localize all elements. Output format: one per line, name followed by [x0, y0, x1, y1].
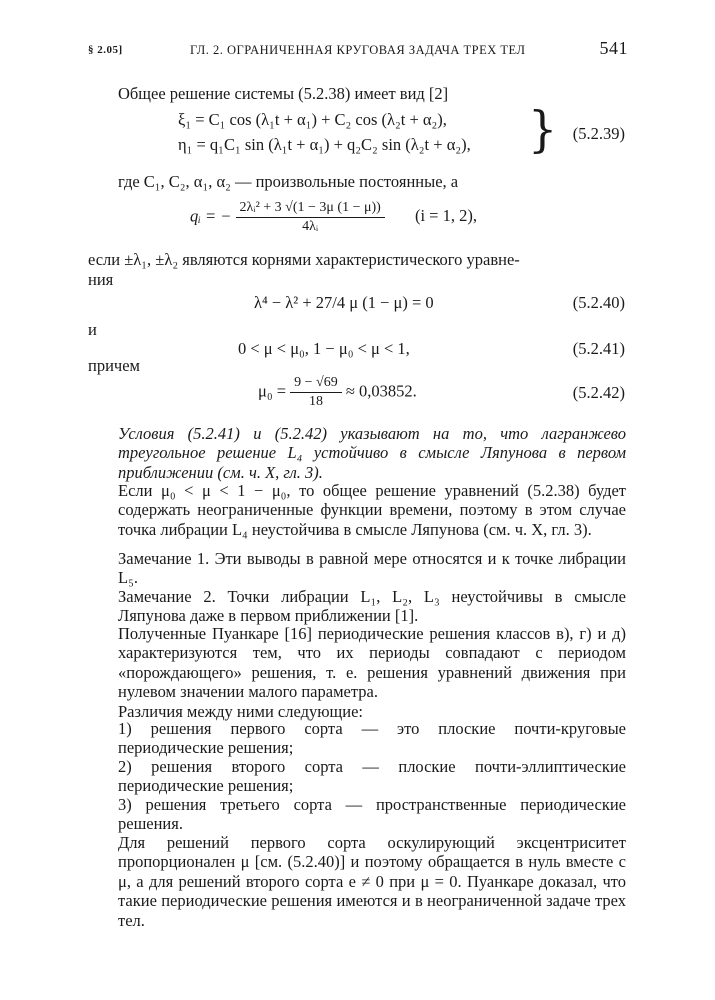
where-text: где C₁, C₂, α₁, α₂ — произвольные постоянные, а	[118, 172, 459, 191]
list-item-3: 3) решения третьего сорта — пространственные периодические решения.	[118, 795, 626, 834]
list-item-2: 2) решения второго сорта — плоские почти-эллиптические периодические решения;	[118, 757, 626, 796]
chapter-title: ГЛ. 2. ОГРАНИЧЕННАЯ КРУГОВАЯ ЗАДАЧА ТРЕХ ТЕЛ	[190, 43, 526, 57]
page-number: 541	[599, 38, 628, 58]
paragraph-remark-1: Замечание 1. Эти выводы в равной мере относятся и к точке либрации L₅.	[118, 549, 626, 588]
eq-42-rhs: ≈ 0,03852.	[345, 381, 417, 401]
intro-text: Общее решение системы (5.2.38) имеет вид [2]	[118, 84, 449, 103]
eq-42-number: (5.2.42)	[572, 383, 625, 402]
right-brace: }	[528, 100, 558, 158]
eq-q	[190, 200, 477, 235]
and-word: и	[88, 320, 97, 339]
eq-41: 0 < μ < μ₀, 1 − μ₀ < μ < 1,	[238, 339, 410, 358]
eq-42-numerator: 9 − √69	[290, 375, 342, 393]
eq-42	[258, 375, 417, 410]
eq-q-numerator: 2λᵢ² + 3 √(1 − 3μ (1 − μ))	[236, 200, 385, 218]
eq-39-number: (5.2.39)	[572, 124, 625, 143]
moreover-word: причем	[88, 356, 140, 375]
eq-42-lhs: μ₀ =	[258, 381, 287, 401]
paragraph-1: Условия (5.2.41) и (5.2.42) указывают на то, что лагранжево треугольное решение L₄ устойчиво в смысле Ляпунова в первом приближении (см. ч. X, гл. 3).	[118, 424, 626, 482]
if-text-1: если ±λ₁, ±λ₂ являются корнями характеристического уравне-	[88, 250, 520, 269]
eq-39-line-1: ξ₁ = C₁ cos (λ₁t + α₁) + C₂ cos (λ₂t + α₂),	[178, 110, 447, 129]
paragraph-remark-2: Замечание 2. Точки либрации L₁, L₂, L₃ неустойчивы в смысле Ляпунова даже в первом приближении [1].	[118, 587, 626, 626]
eq-q-fraction	[236, 200, 385, 235]
list-item-1: 1) решения первого сорта — это плоские почти-круговые периодические решения;	[118, 719, 626, 758]
paragraph-3: Полученные Пуанкаре [16] периодические решения классов в), г) и д) характеризуются тем, что их периоды совпадают с периодом «порождающего» решения, т. е. решения уравнений движения при нулевом значении малого параметра.	[118, 624, 626, 702]
eq-39-line-2: η₁ = q₁C₁ sin (λ₁t + α₁) + q₂C₂ sin (λ₂t + α₂),	[178, 135, 471, 154]
eq-q-lhs: qᵢ = −	[190, 206, 232, 226]
eq-q-denominator: 4λᵢ	[302, 219, 319, 234]
running-header	[88, 38, 628, 64]
paragraph-5: Для решений первого сорта оскулирующий эксцентриситет пропорционален μ [см. (5.2.40)] и поэтому обращается в нуль вместе с μ, а для решений второго сорта e ≠ 0 при μ = 0. Пуанкаре доказал, что такие периодические решения имеются и в неограниченной задаче трех тел.	[118, 833, 626, 930]
if-text-2: ния	[88, 270, 114, 289]
eq-q-condition: (i = 1, 2),	[414, 206, 477, 226]
paragraph-2: Если μ₀ < μ < 1 − μ₀, то общее решение уравнений (5.2.38) будет содержать неограниченные функции времени, поэтому в этом случае точка либрации L₄ неустойчива в смысле Ляпунова (см. ч. X, гл. 3).	[118, 481, 626, 539]
eq-42-fraction	[290, 375, 342, 410]
eq-40: λ⁴ − λ² + 27/4 μ (1 − μ) = 0	[254, 293, 434, 312]
section-ref: § 2.05]	[88, 44, 123, 56]
eq-40-number: (5.2.40)	[572, 293, 625, 312]
eq-42-denominator: 18	[308, 394, 323, 409]
eq-41-number: (5.2.41)	[572, 339, 625, 358]
paragraph-4: Различия между ними следующие:	[118, 702, 363, 721]
